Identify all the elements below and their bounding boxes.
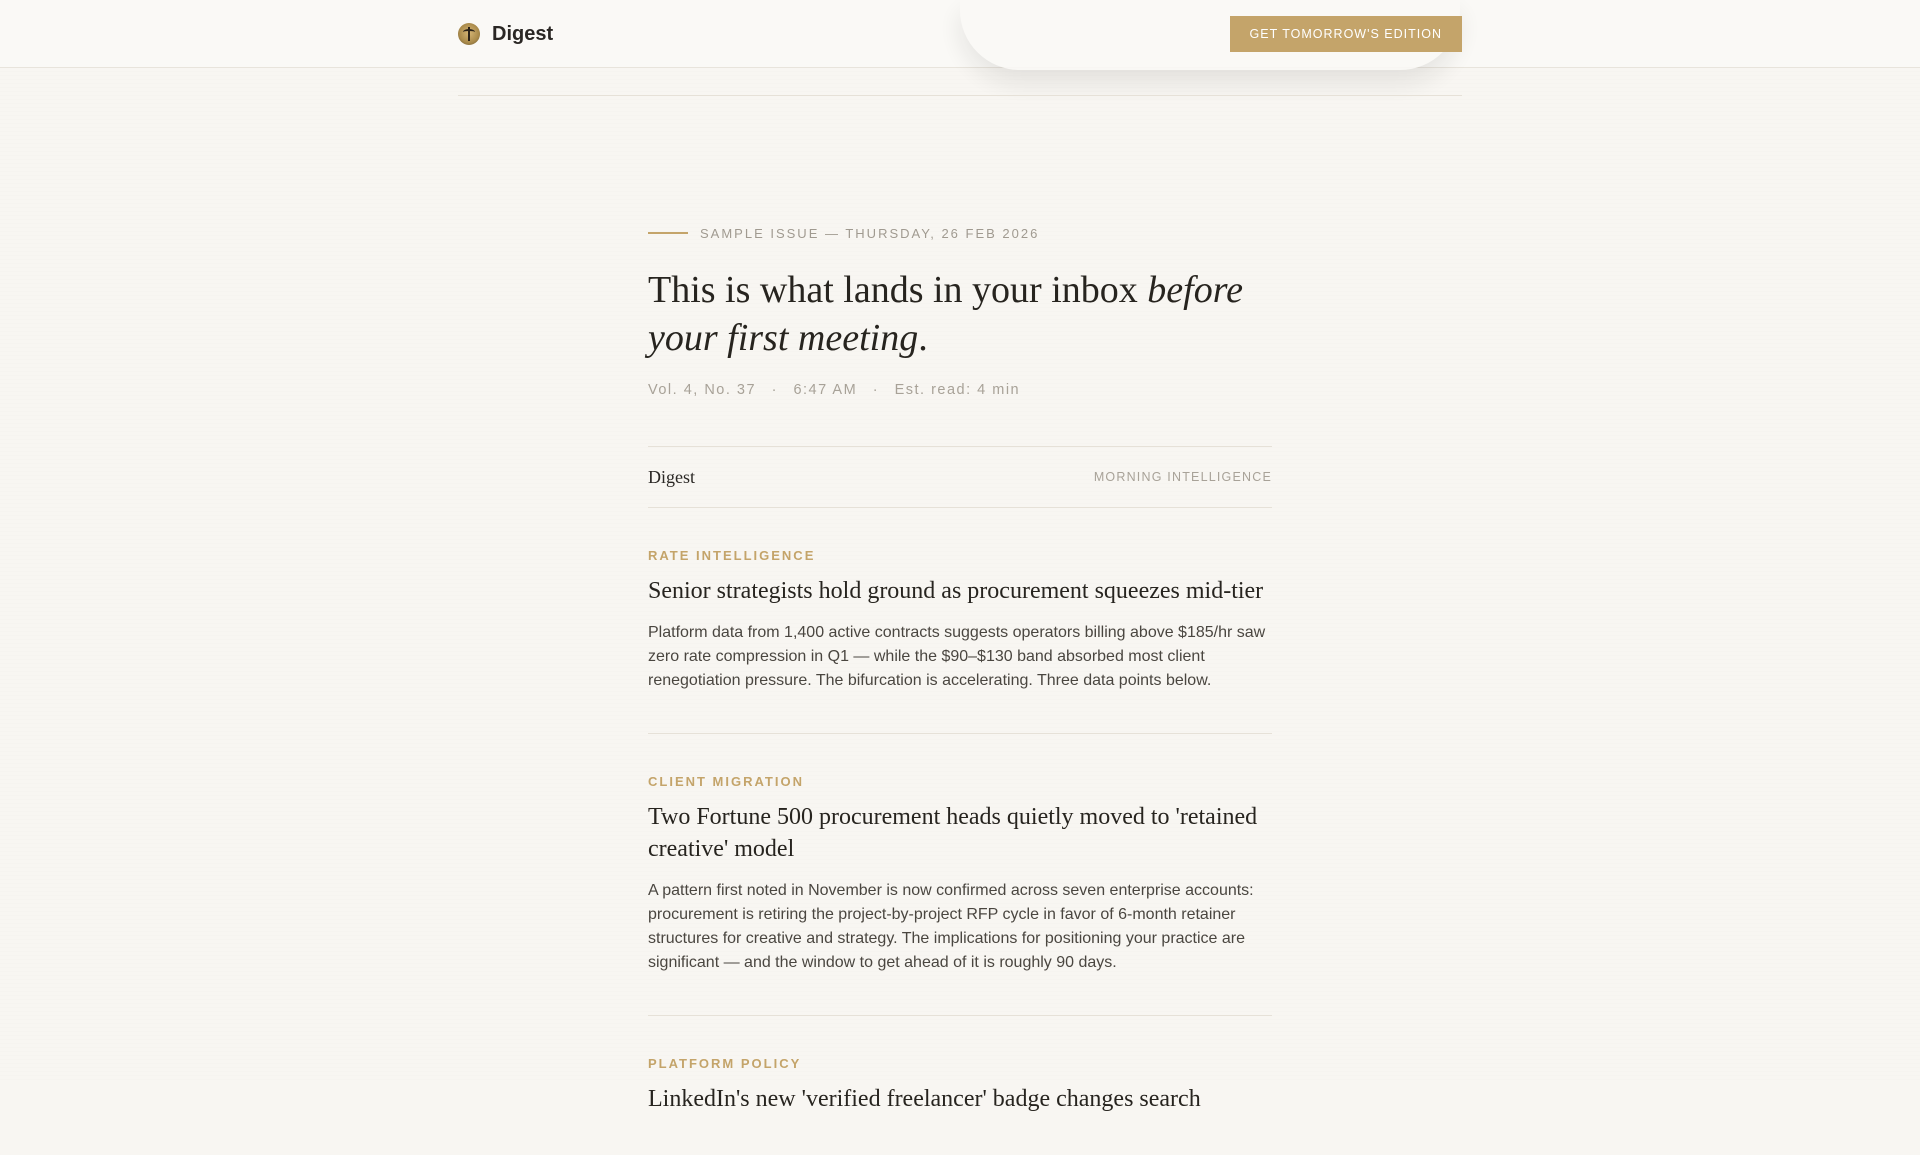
article-category: RATE INTELLIGENCE — [648, 548, 816, 563]
header-divider — [458, 95, 1462, 96]
headline-plain: This is what lands in your inbox — [648, 269, 1148, 311]
article-title: Senior strategists hold ground as procurement squeezes mid-tier — [648, 578, 1264, 604]
article-title: Two Fortune 500 procurement heads quietly moved to 'retained creative' model — [648, 804, 1258, 862]
brand-name: Digest — [492, 22, 554, 45]
masthead-tagline: MORNING INTELLIGENCE — [1093, 470, 1272, 484]
meta-separator: · — [771, 382, 778, 398]
article-list — [648, 508, 1272, 1155]
headline-italic: before your first meeting — [648, 269, 1243, 359]
newsletter-masthead — [648, 446, 1272, 508]
article-item — [648, 734, 1272, 1016]
issue-eyebrow — [648, 220, 1272, 246]
sample-issue-content — [648, 220, 1272, 1155]
issue-meta — [648, 382, 1272, 398]
brand-logo-link[interactable] — [458, 23, 553, 46]
top-navigation-inner — [458, 0, 1462, 68]
issue-volume: Vol. 4, No. 37 — [648, 382, 757, 398]
estimated-read-time: Est. read: 4 min — [894, 382, 1021, 398]
issue-date-label: SAMPLE ISSUE — THURSDAY, 26 FEB 2026 — [700, 225, 1040, 241]
meta-separator: · — [872, 382, 880, 398]
issue-time: 6:47 AM — [793, 382, 858, 398]
masthead-title: Digest — [648, 466, 695, 487]
page-headline — [648, 266, 1272, 362]
article-summary: Platform data from 1,400 active contracts suggests operators billing above $185/hr saw zero rate compression in Q1 — while the $90–$130 band absorbed most client renegotiation pressure. The bifurcation is accelerating. Three data points below. — [648, 624, 1266, 689]
article-category: CLIENT MIGRATION — [648, 774, 804, 789]
anchor-logo-icon — [458, 23, 480, 45]
get-tomorrows-edition-button[interactable]: GET TOMORROW'S EDITION — [1230, 16, 1462, 52]
article-item — [648, 1016, 1272, 1155]
article-summary: A pattern first noted in November is now confirmed across seven enterprise accounts: procurement is retiring the project-by-project RFP cycle in favor of 6-month retainer structures for creative and strategy. The implications for positioning your practice are significant — and the window to get ahead of it is roughly 90 days. — [648, 882, 1254, 971]
top-navigation-bar — [0, 0, 1920, 68]
article-title: LinkedIn's new 'verified freelancer' badge changes search — [648, 1086, 1201, 1112]
article-category: PLATFORM POLICY — [648, 1056, 802, 1071]
headline-end: . — [918, 317, 928, 359]
article-item — [648, 508, 1272, 734]
eyebrow-accent-line — [648, 232, 688, 234]
